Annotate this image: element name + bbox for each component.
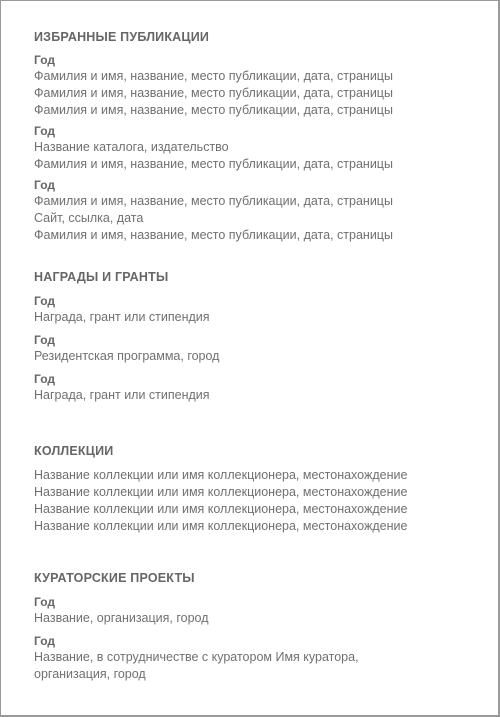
collections-section — [34, 443, 488, 535]
year-label: Год — [34, 294, 55, 308]
curatorial-entry: Название, в сотрудничестве с куратором Имя куратора, — [34, 650, 359, 664]
curatorial-group — [34, 633, 488, 683]
section-heading: КОЛЛЕКЦИИ — [34, 444, 114, 458]
curatorial-entry: организация, город — [34, 667, 146, 681]
publication-entry: Название каталога, издательство — [34, 140, 229, 154]
curatorial-group — [34, 594, 488, 627]
publication-entry: Фамилия и имя, название, место публикации, дата, страницы — [34, 157, 393, 171]
year-label: Год — [34, 124, 55, 138]
year-label: Год — [34, 595, 55, 609]
award-entry: Награда, грант или стипендия — [34, 310, 210, 324]
year-label: Год — [34, 53, 55, 67]
section-heading: НАГРАДЫ И ГРАНТЫ — [34, 270, 169, 284]
section-heading: КУРАТОРСКИЕ ПРОЕКТЫ — [34, 571, 195, 585]
collection-entry: Название коллекции или имя коллекционера, местонахождение — [34, 468, 408, 482]
collection-entry: Название коллекции или имя коллекционера, местонахождение — [34, 485, 408, 499]
year-label: Год — [34, 178, 55, 192]
publication-entry: Фамилия и имя, название, место публикации, дата, страницы — [34, 228, 393, 242]
award-entry: Резидентская программа, город — [34, 349, 220, 363]
publication-group — [34, 123, 488, 173]
year-label: Год — [34, 333, 55, 347]
award-group — [34, 293, 488, 326]
award-entry: Награда, грант или стипендия — [34, 388, 210, 402]
collection-entry: Название коллекции или имя коллекционера, местонахождение — [34, 519, 408, 533]
publication-entry: Фамилия и имя, название, место публикации, дата, страницы — [34, 103, 393, 117]
publication-entry: Фамилия и имя, название, место публикации, дата, страницы — [34, 194, 393, 208]
awards-section — [34, 269, 488, 404]
award-group — [34, 371, 488, 404]
section-heading: ИЗБРАННЫЕ ПУБЛИКАЦИИ — [34, 30, 210, 44]
year-label: Год — [34, 372, 55, 386]
curatorial-section — [34, 570, 488, 683]
publication-entry: Сайт, ссылка, дата — [34, 211, 144, 225]
curatorial-entry: Название, организация, город — [34, 611, 209, 625]
publication-entry: Фамилия и имя, название, место публикации, дата, страницы — [34, 69, 393, 83]
document-page — [1, 1, 498, 715]
year-label: Год — [34, 634, 55, 648]
publication-entry: Фамилия и имя, название, место публикации, дата, страницы — [34, 86, 393, 100]
award-group — [34, 332, 488, 365]
collection-entry: Название коллекции или имя коллекционера, местонахождение — [34, 502, 408, 516]
publications-section — [34, 29, 488, 244]
publication-group — [34, 177, 488, 244]
publication-group — [34, 52, 488, 119]
